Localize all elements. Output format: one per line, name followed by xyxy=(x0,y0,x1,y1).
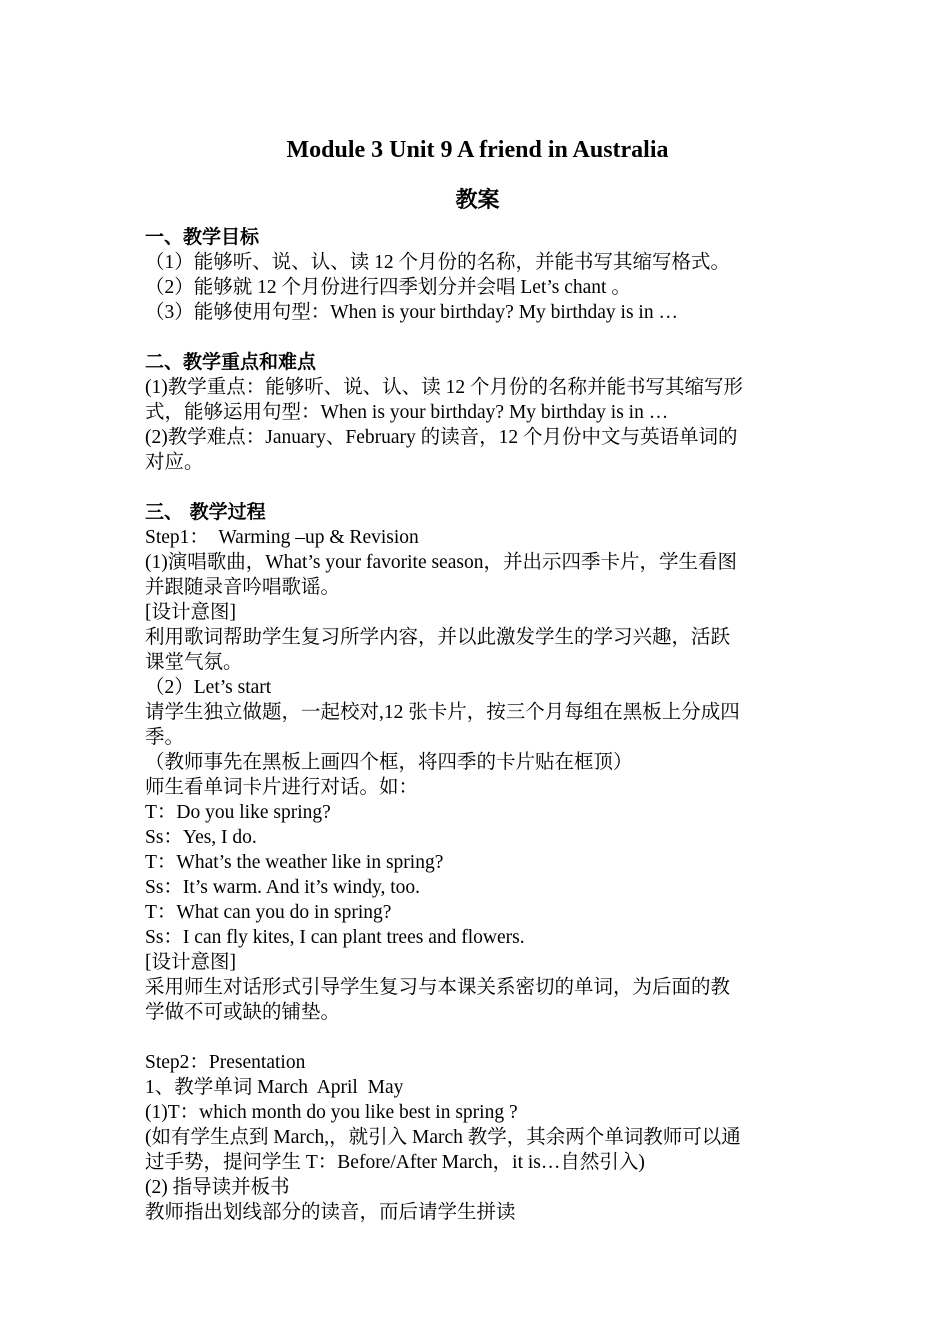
paragraph-line: 请学生独立做题，一起校对,12 张卡片，按三个月每组在黑板上分成四 xyxy=(145,702,740,723)
spacer xyxy=(145,325,810,350)
paragraph-line: (1)演唱歌曲，What’s your favorite season，并出示四季卡片，学生看图 xyxy=(145,552,737,573)
paragraph-line: (1)教学重点：能够听、说、认、读 12 个月份的名称并能书写其缩写形 xyxy=(145,377,743,398)
paragraph-line: 1、教学单词 March April May xyxy=(145,1077,404,1098)
paragraph-line: （2）Let’s start xyxy=(145,677,272,698)
document-subtitle: 教案 xyxy=(455,187,500,213)
paragraph-line: 教师指出划线部分的读音，而后请学生拼读 xyxy=(145,1202,516,1223)
paragraph-line: [设计意图] xyxy=(145,602,236,623)
paragraph-line: 过手势，提问学生 T：Before/After March，it is…自然引入) xyxy=(145,1152,645,1173)
spacer xyxy=(145,1025,810,1050)
paragraph-line: Step1： Warming –up & Revision xyxy=(145,527,419,548)
paragraph-line: (如有学生点到 March,，就引入 March 教学，其余两个单词教师可以通 xyxy=(145,1127,741,1148)
paragraph-line: 课堂气氛。 xyxy=(145,652,243,673)
section-heading-objectives: 一、教学目标 xyxy=(145,226,260,248)
paragraph-line: Ss：Yes, I do. xyxy=(145,827,257,848)
paragraph-line: 式，能够运用句型：When is your birthday? My birthday is in … xyxy=(145,402,669,423)
document-content xyxy=(145,133,810,1225)
paragraph-line: (2)教学难点：January、February 的读音，12 个月份中文与英语单词的 xyxy=(145,427,738,448)
document-title: Module 3 Unit 9 A friend in Australia xyxy=(286,137,669,163)
paragraph-line: （3）能够使用句型：When is your birthday? My birthday is in … xyxy=(145,302,678,323)
paragraph-line: (1)T：which month do you like best in spring ? xyxy=(145,1102,518,1123)
paragraph-line: 采用师生对话形式引导学生复习与本课关系密切的单词，为后面的教 xyxy=(145,977,731,998)
paragraph-line: Ss：I can fly kites, I can plant trees and flowers. xyxy=(145,927,525,948)
paragraph-line: 并跟随录音吟唱歌谣。 xyxy=(145,577,341,598)
paragraph-line: （2）能够就 12 个月份进行四季划分并会唱 Let’s chant 。 xyxy=(145,277,631,298)
paragraph-line: (2) 指导读并板书 xyxy=(145,1177,290,1198)
section-heading-process: 三、 教学过程 xyxy=(145,501,266,523)
paragraph-line: （教师事先在黑板上画四个框，将四季的卡片贴在框顶） xyxy=(145,752,633,773)
paragraph-line: 学做不可或缺的铺垫。 xyxy=(145,1002,341,1023)
paragraph-line: 对应。 xyxy=(145,452,204,473)
spacer xyxy=(145,475,810,500)
paragraph-line: T：What’s the weather like in spring? xyxy=(145,852,444,873)
paragraph-line: T：Do you like spring? xyxy=(145,802,331,823)
paragraph-line: 师生看单词卡片进行对话。如： xyxy=(145,777,419,798)
paragraph-line: 季。 xyxy=(145,727,185,748)
paragraph-line: Step2：Presentation xyxy=(145,1052,306,1073)
section-heading-key-points: 二、教学重点和难点 xyxy=(145,351,317,373)
paragraph-line: [设计意图] xyxy=(145,952,236,973)
paragraph-line: T：What can you do in spring? xyxy=(145,902,392,923)
paragraph-line: 利用歌词帮助学生复习所学内容，并以此激发学生的学习兴趣，活跃 xyxy=(145,627,731,648)
paragraph-line: Ss：It’s warm. And it’s windy, too. xyxy=(145,877,420,898)
paragraph-line: （1）能够听、说、认、读 12 个月份的名称，并能书写其缩写格式。 xyxy=(145,252,731,273)
